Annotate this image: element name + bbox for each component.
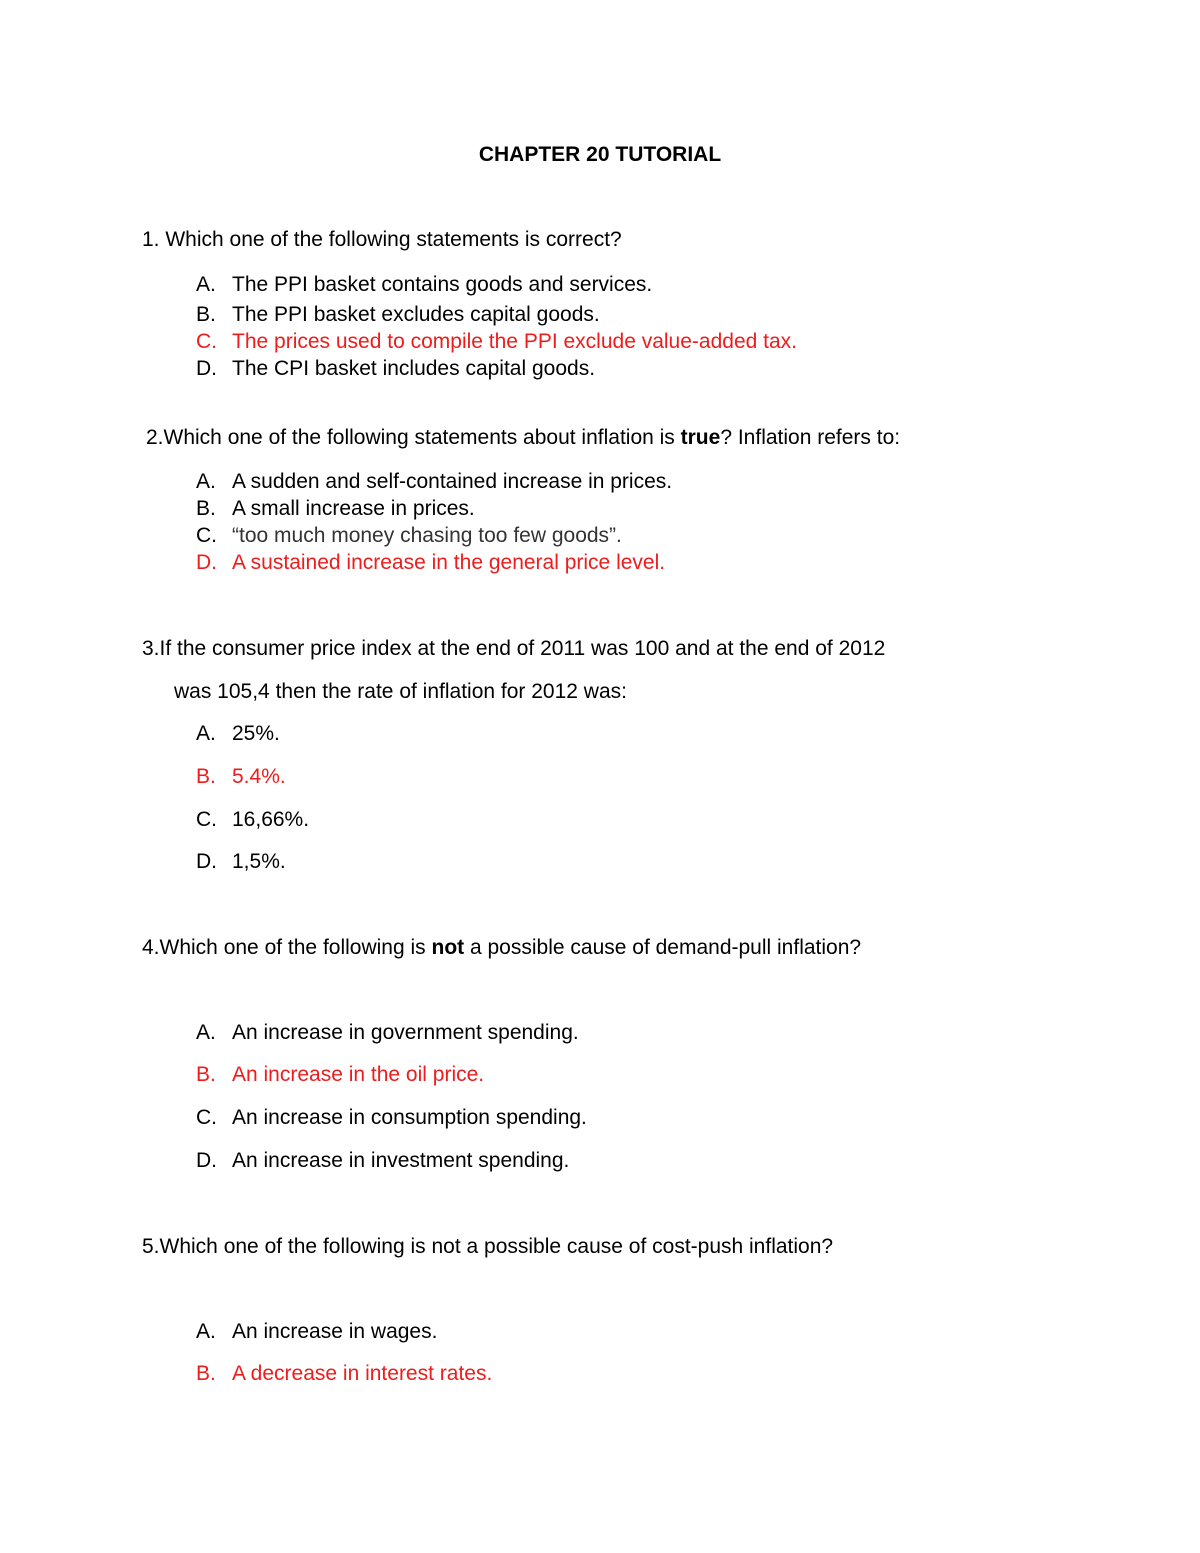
option-letter: B. — [196, 765, 216, 788]
option-2a — [196, 470, 672, 494]
option-text: A sudden and self-contained increase in prices. — [232, 470, 673, 493]
option-text: The PPI basket contains goods and services. — [232, 273, 653, 296]
question-number: 5. — [142, 1235, 160, 1258]
option-text: A small increase in prices. — [232, 497, 475, 520]
option-5a — [196, 1320, 437, 1344]
option-text: The CPI basket includes capital goods. — [232, 357, 596, 380]
option-1d — [196, 357, 595, 381]
option-letter: C. — [196, 808, 217, 831]
option-2c — [196, 524, 622, 548]
option-letter: A. — [196, 722, 216, 745]
option-letter: D. — [196, 1149, 217, 1172]
question-text: If the consumer price index at the end of 2011 was 100 and at the end of 2012 — [159, 637, 886, 660]
option-letter: A. — [196, 273, 216, 296]
question-3 — [142, 637, 885, 661]
option-letter: B. — [196, 303, 216, 326]
option-letter: D. — [196, 357, 217, 380]
option-letter: A. — [196, 1021, 216, 1044]
question-4 — [142, 936, 861, 960]
question-number: 4. — [142, 936, 160, 959]
question-text: Which one of the following statements about inflation is — [163, 426, 681, 449]
option-text: 5.4%. — [232, 765, 286, 788]
option-letter: A. — [196, 470, 216, 493]
option-text: 1,5%. — [232, 850, 286, 873]
question-text-end: a possible cause of demand-pull inflation? — [464, 936, 862, 959]
option-letter: D. — [196, 850, 217, 873]
question-1 — [142, 228, 622, 252]
option-1a — [196, 273, 652, 297]
option-letter: C. — [196, 1106, 217, 1129]
option-3b-correct — [196, 765, 286, 789]
option-4d — [196, 1149, 569, 1173]
option-letter: D. — [196, 551, 217, 574]
option-3c — [196, 808, 309, 832]
question-number: 2. — [146, 426, 164, 449]
option-text: A sustained increase in the general price level. — [232, 551, 666, 574]
option-letter: B. — [196, 497, 216, 520]
option-text: An increase in investment spending. — [232, 1149, 570, 1172]
question-2 — [146, 426, 900, 450]
question-5 — [142, 1235, 833, 1259]
question-number: 1. — [142, 228, 160, 251]
option-4b-correct — [196, 1063, 484, 1087]
option-text: An increase in the oil price. — [232, 1063, 485, 1086]
question-number: 3. — [142, 637, 160, 660]
option-text: An increase in government spending. — [232, 1021, 579, 1044]
question-text: Which one of the following statements is correct? — [165, 228, 622, 251]
page-title: CHAPTER 20 TUTORIAL — [478, 143, 722, 166]
option-text: “too much money chasing too few goods”. — [232, 524, 622, 547]
option-text: The PPI basket excludes capital goods. — [232, 303, 600, 326]
option-text: A decrease in interest rates. — [232, 1362, 493, 1385]
option-3d — [196, 850, 286, 874]
question-text: Which one of the following is not a possible cause of cost-push inflation? — [159, 1235, 834, 1258]
option-1c-correct — [196, 330, 797, 354]
option-letter: C. — [196, 330, 217, 353]
option-text: An increase in consumption spending. — [232, 1106, 587, 1129]
option-5b-correct — [196, 1362, 492, 1386]
option-letter: B. — [196, 1362, 216, 1385]
option-4c — [196, 1106, 587, 1130]
option-letter: A. — [196, 1320, 216, 1343]
option-3a — [196, 722, 280, 746]
option-1b — [196, 303, 600, 327]
option-text: The prices used to compile the PPI exclude value-added tax. — [232, 330, 797, 353]
question-emphasis: not — [431, 936, 465, 959]
option-text: 16,66%. — [232, 808, 310, 831]
option-4a — [196, 1021, 579, 1045]
option-letter: B. — [196, 1063, 216, 1086]
option-2d-correct — [196, 551, 665, 575]
question-3-continued: was 105,4 then the rate of inflation for 2012 was: — [174, 680, 627, 703]
option-letter: C. — [196, 524, 217, 547]
option-text: 25%. — [232, 722, 280, 745]
question-text-end: ? Inflation refers to: — [720, 426, 901, 449]
question-emphasis: true — [680, 426, 721, 449]
option-text: An increase in wages. — [232, 1320, 438, 1343]
question-text: Which one of the following is — [159, 936, 432, 959]
option-2b — [196, 497, 475, 521]
